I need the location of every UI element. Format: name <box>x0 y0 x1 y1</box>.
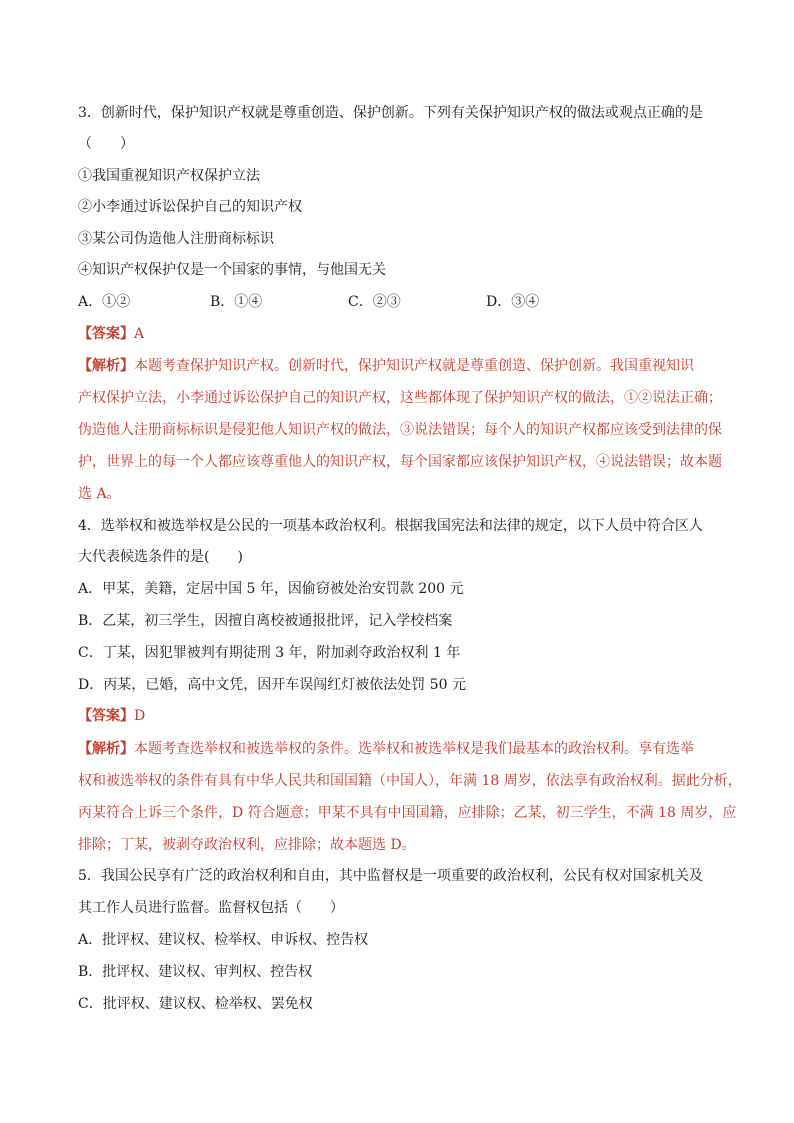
q3-stem-line1: 3．创新时代，保护知识产权就是尊重创造、保护创新。下列有关保护知识产权的做法或观点正确的是 <box>78 105 703 121</box>
q4-analysis-line3: 丙某符合上诉三个条件，D 符合题意；甲某不具有中国国籍，应排除；乙某，初三学生，不满 18 周岁，应 <box>78 805 737 821</box>
q3-item-4: ④知识产权保护仅是一个国家的事情，与他国无关 <box>78 262 386 278</box>
q3-answer-value: A <box>134 326 145 342</box>
q3-option-a: A．①② <box>78 294 131 310</box>
q3-item-3: ③某公司伪造他人注册商标标识 <box>78 231 274 247</box>
q3-analysis-line4: 护，世界上的每一个人都应该尊重他人的知识产权，每个国家都应该保护知识产权，④说法错误；故本题 <box>78 454 722 470</box>
q5-option-c: C．批评权、建议权、检举权、罢免权 <box>78 996 313 1012</box>
q3-analysis-line5: 选 A。 <box>78 486 121 502</box>
q4-option-b: B．乙某，初三学生，因擅自离校被通报批评，记入学校档案 <box>78 613 453 629</box>
q3-analysis-line1 <box>78 356 694 376</box>
q3-item-1: ①我国重视知识产权保护立法 <box>78 168 260 184</box>
q4-answer <box>78 706 145 726</box>
q4-analysis-line4: 排除；丁某，被剥夺政治权利，应排除；故本题选 D。 <box>78 837 416 853</box>
q3-answer <box>78 324 144 344</box>
q5-stem-line1: 5．我国公民享有广泛的政治权利和自由，其中监督权是一项重要的政治权利，公民有权对国家机关及 <box>78 868 703 884</box>
q5-option-a: A．批评权、建议权、检举权、申诉权、控告权 <box>78 932 369 948</box>
q5-stem-line2: 其工作人员进行监督。监督权包括（ ） <box>78 900 344 916</box>
q3-option-b: B．①④ <box>210 294 263 310</box>
q4-option-c: C．丁某，因犯罪被判有期徒刑 3 年，附加剥夺政治权利 1 年 <box>78 645 461 661</box>
q3-analysis-tag: 【解析】 <box>78 358 134 374</box>
q3-option-d: D．③④ <box>486 294 540 310</box>
q4-option-d: D．丙某，已婚，高中文凭，因开车误闯红灯被依法处罚 50 元 <box>78 677 466 693</box>
q4-analysis-line1 <box>78 739 694 759</box>
q4-answer-tag: 【答案】 <box>78 708 134 724</box>
q3-analysis-text-1: 本题考查保护知识产权。创新时代，保护知识产权就是尊重创造、保护创新。我国重视知识 <box>134 358 694 374</box>
q5-option-b: B．批评权、建议权、审判权、控告权 <box>78 964 313 980</box>
q3-analysis-line3: 伪造他人注册商标标识是侵犯他人知识产权的做法，③说法错误；每个人的知识产权都应该受到法律的保 <box>78 422 722 438</box>
q4-analysis-text-1: 本题考查选举权和被选举权的条件。选举权和被选举权是我们最基本的政治权利。享有选举 <box>134 741 694 757</box>
q4-analysis-line2: 权和被选举权的条件有具有中华人民共和国国籍（中国人），年满 18 周岁，依法享有政治权利。据此分析， <box>78 773 742 789</box>
q3-stem-line2: （ ） <box>78 136 134 152</box>
q3-answer-tag: 【答案】 <box>78 326 134 342</box>
q4-answer-value: D <box>134 708 146 724</box>
q3-analysis-line2: 产权保护立法，小李通过诉讼保护自己的知识产权，这些都体现了保护知识产权的做法，①②说法正确； <box>78 390 722 406</box>
q4-stem-line1: 4．选举权和被选举权是公民的一项基本政治权利。根据我国宪法和法律的规定，以下人员中符合区人 <box>78 518 703 534</box>
q4-analysis-tag: 【解析】 <box>78 741 134 757</box>
q3-item-2: ②小李通过诉讼保护自己的知识产权 <box>78 199 302 215</box>
q3-option-c: C．②③ <box>348 294 401 310</box>
q4-option-a: A．甲某，美籍，定居中国 5 年，因偷窃被处治安罚款 200 元 <box>78 581 464 597</box>
q4-stem-line2: 大代表候选条件的是( ) <box>78 549 243 565</box>
